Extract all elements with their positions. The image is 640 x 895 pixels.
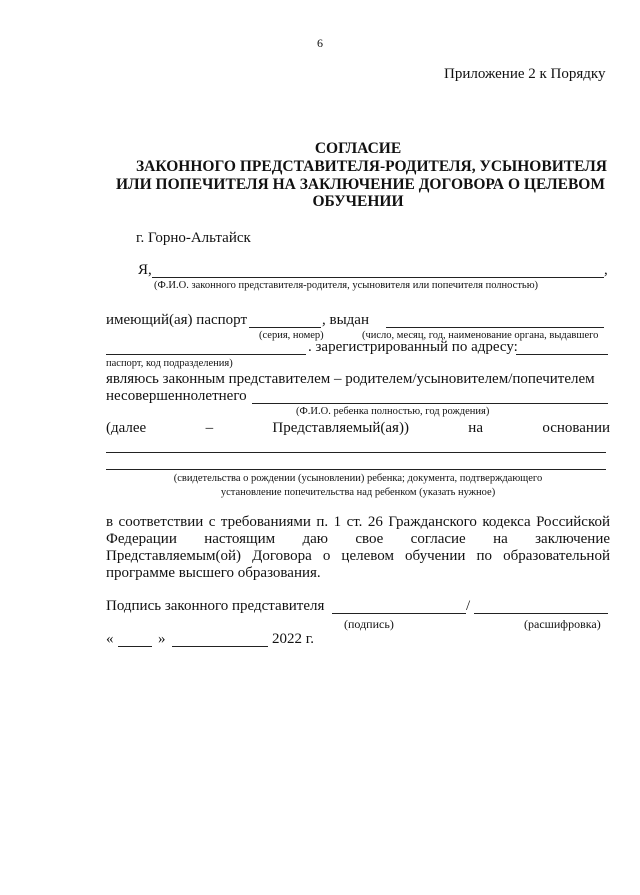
signature-label: Подпись законного представителя [106,598,325,614]
consent-line-3: Представляемым(ой) Договора о целевом обучении по образовательной [106,548,610,564]
doc-hint-1: (свидетельства о рождении (усыновлении) ребенка; документа, подтверждающего [173,473,543,484]
consent-line-1: в соответствии с требованиями п. 1 ст. 26 Гражданского кодекса Российской [106,514,610,530]
word: заключение [535,531,611,547]
title-line-1: СОГЛАСИЕ [314,140,402,157]
word: на [493,531,508,547]
date-close-quote: » [158,631,166,647]
date-open-quote: « [106,631,114,647]
represented-word: Представляемый(ая)) [272,420,409,436]
doc-hint-2: установление попечительства над ребенком (указать нужное) [220,487,496,498]
signature-field[interactable] [332,613,466,614]
signature-decode-field[interactable] [474,613,608,614]
passport-label: имеющий(ая) паспорт [106,312,248,328]
issued-label: , выдан [322,312,369,328]
fio-hint: (Ф.И.О. законного представителя-родителя, усыновителя или попечителя полностью) [154,280,539,291]
basis-field-1[interactable] [106,452,606,453]
minor-fio-field[interactable] [252,403,608,404]
date-month-field[interactable] [172,646,268,647]
word: настоящим [204,531,276,547]
date-year: 2022 г. [272,631,314,647]
title-line-3: ИЛИ ПОПЕЧИТЕЛЯ НА ЗАКЛЮЧЕНИЕ ДОГОВОРА О ЦЕЛЕВОМ [116,176,605,193]
ya-label: Я, [138,262,152,278]
address-field[interactable] [516,354,608,355]
word: даю [302,531,328,547]
series-hint: (серия, номер) [259,330,324,341]
issued-hint: (число, месяц, год, наименование органа, выдавшего [362,330,599,341]
city-label: г. Горно-Альтайск [136,230,251,246]
signature-slash: / [466,598,471,614]
passport-hint: паспорт, код подразделения) [106,358,233,369]
title-line-2: ЗАКОННОГО ПРЕДСТАВИТЕЛЯ-РОДИТЕЛЯ, УСЫНОВИТЕЛЯ [136,158,607,175]
comma: , [604,262,608,278]
issued-by-field-continued[interactable] [106,354,306,355]
passport-number-field[interactable] [249,327,321,328]
minor-hint: (Ф.И.О. ребенка полностью, год рождения) [296,406,490,417]
word: согласие [410,531,466,547]
word: Федерации [106,531,177,547]
dash-word: – [205,420,214,436]
consent-line-2 [106,531,610,548]
appendix-label: Приложение 2 к Порядку [444,66,606,82]
dalee-line [106,420,610,437]
decode-hint: (расшифровка) [524,617,601,631]
na-word: на [468,420,483,436]
issued-by-field[interactable] [386,327,604,328]
date-day-field[interactable] [118,646,152,647]
registered-label: . зарегистрированный по адресу: [308,339,518,355]
title-line-4: ОБУЧЕНИИ [312,193,404,210]
dalee-word: (далее [106,420,147,436]
word: свое [355,531,384,547]
basis-word: основании [542,420,611,436]
fio-field[interactable] [152,277,604,278]
minor-label: несовершеннолетнего [106,388,247,404]
sign-hint: (подпись) [344,617,394,631]
representative-line: являюсь законным представителем – родителем/усыновителем/попечителем [106,371,595,387]
consent-line-4: программе высшего образования. [106,565,321,581]
basis-field-2[interactable] [106,469,606,470]
page-number: 6 [317,36,323,50]
